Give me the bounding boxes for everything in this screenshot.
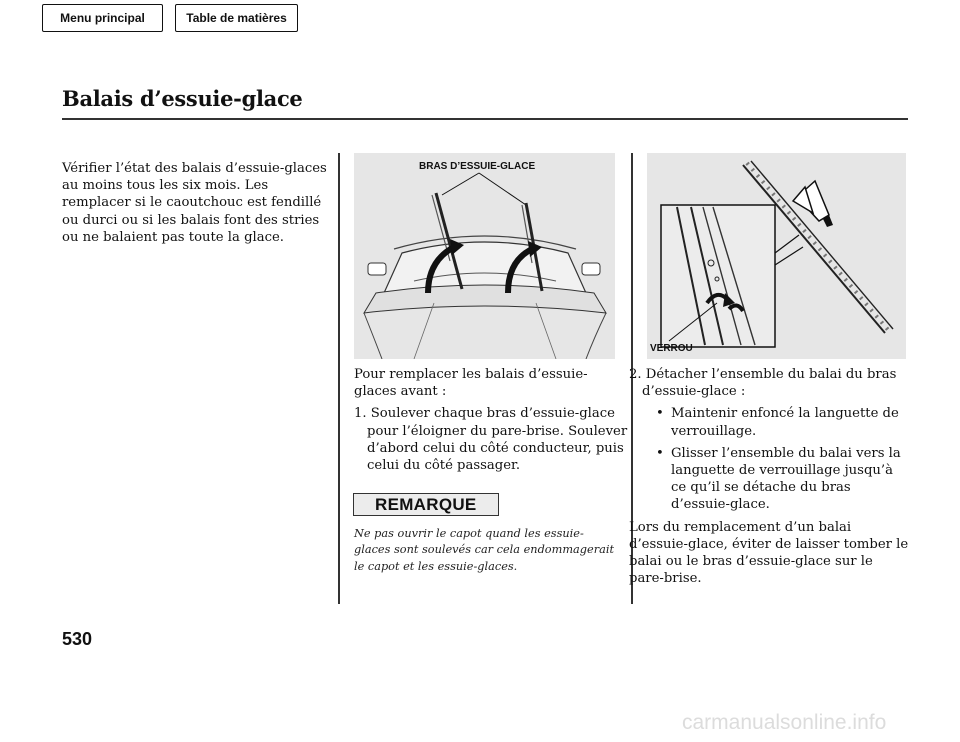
wiper-lock-illustration: [647, 153, 906, 359]
bullet-text: Glisser l’ensemble du balai vers la languette de verrouillage jusqu’à ce qu’il se détache du bras d’essuie-glace.: [671, 445, 901, 513]
wiper-blade-detail-drawing: [647, 153, 906, 359]
page-title: Balais d’essuie-glace: [62, 86, 303, 111]
bullet-item: [629, 405, 909, 439]
car-windshield-drawing: [354, 153, 615, 359]
step-2: 2. Détacher l’ensemble du balai du bras d’essuie-glace :: [629, 367, 897, 400]
table-of-contents-button[interactable]: Table de matières: [175, 4, 298, 32]
step-1: 1. Soulever chaque bras d’essuie-glace pour l’éloigner du pare-brise. Soulever d’abord celui du côté conducteur, puis celui du côté passager.: [354, 406, 628, 474]
detach-instructions: [629, 366, 909, 587]
replacement-intro: Pour remplacer les balais d’essuie-glaces avant :: [354, 367, 588, 400]
page-number: 530: [62, 629, 93, 649]
intro-paragraph: Vérifier l’état des balais d’essuie-glaces au moins tous les six mois. Les remplacer si le caoutchouc est fendillé ou durci ou si les balais font des stries ou ne balaient pas toute la glace.: [62, 161, 327, 245]
bullet-icon: •: [656, 406, 664, 422]
bullet-text: Maintenir enfoncé la languette de verrouillage.: [671, 406, 899, 439]
bullet-icon: •: [656, 445, 664, 461]
watermark: carmanualsonline.info: [682, 711, 887, 734]
closing-paragraph: Lors du remplacement d’un balai d’essuie-glace, éviter de laisser tomber le balai ou le bras d’essuie-glace sur le pare-brise.: [629, 519, 909, 587]
title-divider: [62, 118, 908, 120]
lock-label: VERROU: [650, 343, 693, 354]
notice-heading: REMARQUE: [353, 493, 499, 516]
replacement-instructions: [354, 366, 629, 474]
notice-text: Ne pas ouvrir le capot quand les essuie-glaces sont soulevés car cela endommagerait le capot et les essuie-glaces.: [354, 527, 614, 573]
wiper-arms-illustration: [354, 153, 615, 359]
bullet-item: [629, 445, 909, 514]
column-divider-left: [338, 153, 340, 604]
wiper-arm-label: BRAS D’ESSUIE-GLACE: [419, 161, 536, 172]
main-menu-button[interactable]: Menu principal: [42, 4, 163, 32]
